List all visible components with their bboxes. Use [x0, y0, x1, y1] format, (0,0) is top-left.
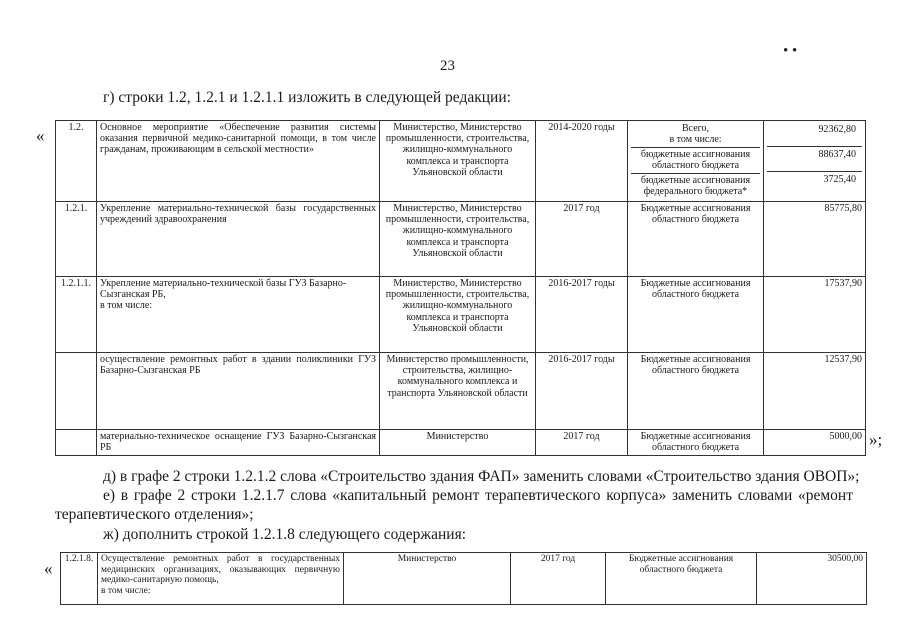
amount-regional: 88637,40	[767, 147, 862, 172]
paragraph-e-line2: терапевтического отделения»;	[55, 506, 254, 523]
activity-name: осуществление ремонтных работ в здании поликлиники ГУЗ Базарно-Сызганская РБ	[97, 353, 380, 430]
table-row	[61, 553, 867, 605]
source-federal: бюджетные ассигнования федерального бюджета*	[640, 175, 751, 197]
funding-amounts	[764, 121, 866, 202]
table-row	[56, 202, 866, 277]
source-including: в том числе:	[669, 134, 722, 145]
open-quote-mark-2: «	[44, 559, 53, 578]
executor: Министерство	[380, 430, 536, 456]
close-quote-mark: »;	[869, 430, 883, 449]
activity-title: Осуществление ремонтных работ в государственных медицинских организациях, оказывающих первичную медико-санитарную помощь,	[101, 554, 340, 585]
row-number: 1.2.	[56, 121, 97, 202]
amount-total: 92362,80	[767, 122, 862, 147]
activity-name	[97, 277, 380, 353]
amount-federal: 3725,40	[823, 174, 856, 185]
executor: Министерство, Министерство промышленности, строительства, жилищно-коммунального комплекса и транспорта Ульяновской области	[380, 277, 536, 353]
table-row	[56, 277, 866, 353]
intro-paragraph: г) строки 1.2, 1.2.1 и 1.2.1.1 изложить в следующей редакции:	[103, 89, 511, 106]
corner-marks: • •	[783, 43, 798, 59]
amount: 5000,00	[764, 430, 866, 456]
page-number: 23	[440, 58, 455, 74]
executor: Министерство промышленности, строительства, жилищно-коммунального комплекса и транспорта Ульяновской области	[380, 353, 536, 430]
amount: 12537,90	[764, 353, 866, 430]
row-number: 1.2.1.8.	[61, 553, 98, 605]
row-number: 1.2.1.	[56, 202, 97, 277]
funding-source: Бюджетные ассигнования областного бюджета	[628, 430, 764, 456]
funding-source: Бюджетные ассигнования областного бюджета	[628, 353, 764, 430]
program-table	[55, 120, 866, 456]
funding-source: Бюджетные ассигнования областного бюджета	[606, 553, 757, 605]
table-row	[56, 430, 866, 456]
paragraph-d: д) в графе 2 строки 1.2.1.2 слова «Строительство здания ФАП» заменить словами «Строительство здания ОВОП»;	[103, 468, 860, 485]
paragraph-e-line1: е) в графе 2 строки 1.2.1.7 слова «капитальный ремонт терапевтического корпуса» заменить словами «ремонт	[103, 487, 853, 504]
activity-title: Укрепление материально-технической базы ГУЗ Базарно-Сызганская РБ,	[100, 278, 347, 301]
amount: 30500,00	[757, 553, 867, 605]
executor: Министерство, Министерство промышленности, строительства, жилищно-коммунального комплекса и транспорта Ульяновской области	[380, 121, 536, 202]
activity-name: материально-техническое оснащение ГУЗ Базарно-Сызганская РБ	[97, 430, 380, 456]
period: 2016-2017 годы	[536, 353, 628, 430]
including-label: в том числе:	[101, 585, 151, 596]
amount: 17537,90	[764, 277, 866, 353]
period: 2017 год	[536, 202, 628, 277]
period: 2017 год	[511, 553, 606, 605]
funding-sources	[628, 121, 764, 202]
funding-source: Бюджетные ассигнования областного бюджета	[628, 202, 764, 277]
activity-name	[98, 553, 344, 605]
open-quote-mark: «	[36, 126, 45, 145]
paragraph-zh: ж) дополнить строкой 1.2.1.8 следующего содержания:	[103, 526, 467, 543]
period: 2016-2017 годы	[536, 277, 628, 353]
executor: Министерство	[344, 553, 511, 605]
new-row-table	[60, 552, 867, 605]
activity-name: Укрепление материально-технической базы государственных учреждений здравоохранения	[97, 202, 380, 277]
period: 2014-2020 годы	[536, 121, 628, 202]
row-number: 1.2.1.1.	[56, 277, 97, 353]
period: 2017 год	[536, 430, 628, 456]
activity-name: Основное мероприятие «Обеспечение развития системы оказания первичной медико-санитарной помощи, в том числе гражданам, проживающим в сельской местности»	[97, 121, 380, 202]
executor: Министерство, Министерство промышленности, строительства, жилищно-коммунального комплекса и транспорта Ульяновской области	[380, 202, 536, 277]
table-row	[56, 121, 866, 202]
table-row	[56, 353, 866, 430]
including-label: в том числе:	[100, 300, 153, 312]
source-regional: бюджетные ассигнования областного бюджета	[631, 148, 760, 174]
funding-source: Бюджетные ассигнования областного бюджета	[628, 277, 764, 353]
source-total: Всего,	[681, 123, 710, 134]
amount: 85775,80	[764, 202, 866, 277]
